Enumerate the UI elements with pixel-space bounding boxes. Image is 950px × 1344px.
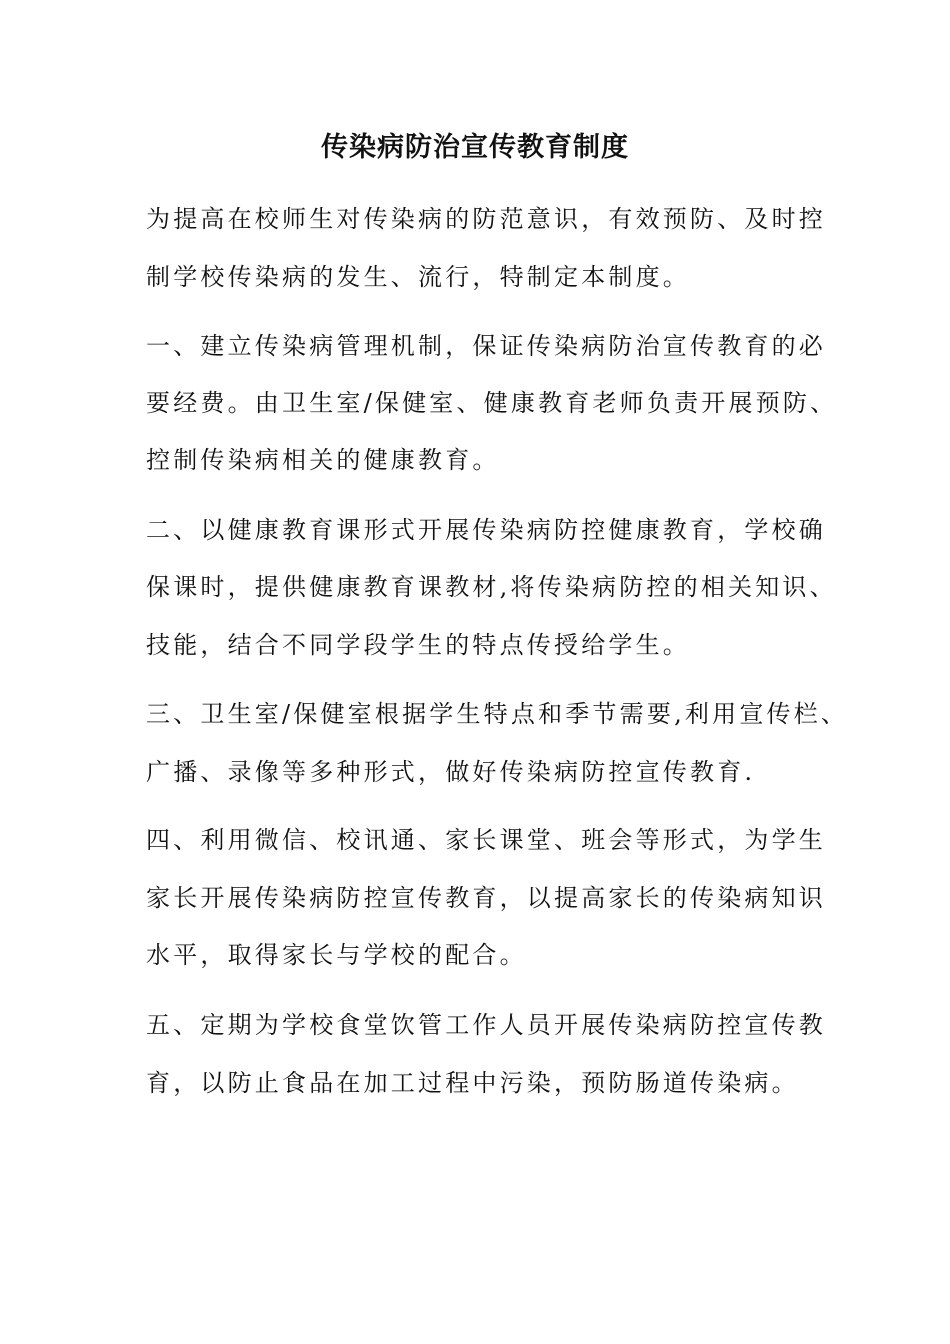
paragraph-item-5-line-2: 育，以防止食品在加工过程中污染，预防肠道传染病。: [146, 1069, 799, 1097]
paragraph-item-2-line-1: 二、以健康教育课形式开展传染病防控健康教育，学校确: [146, 516, 826, 544]
paragraph-item-1-line-2: 要经费。由卫生室/保健室、健康教育老师负责开展预防、: [146, 389, 838, 417]
paragraph-item-2-line-2: 保课时，提供健康教育课教材,将传染病防控的相关知识、: [146, 573, 837, 601]
paragraph-item-3-line-1: 三、卫生室/保健室根据学生特点和季节需要,利用宣传栏、: [146, 700, 849, 728]
paragraph-item-1-line-3: 控制传染病相关的健康教育。: [146, 446, 500, 474]
paragraph-item-5-line-1: 五、定期为学校食堂饮管工作人员开展传染病防控宣传教: [146, 1011, 826, 1039]
paragraph-item-1-line-1: 一、建立传染病管理机制，保证传染病防治宣传教育的必: [146, 332, 826, 360]
paragraph-intro-line-1: 为提高在校师生对传染病的防范意识，有效预防、及时控: [146, 205, 826, 233]
paragraph-item-4-line-1: 四、利用微信、校讯通、家长课堂、班会等形式，为学生: [146, 826, 826, 854]
paragraph-intro-line-2: 制学校传染病的发生、流行，特制定本制度。: [146, 263, 690, 291]
paragraph-item-2-line-3: 技能，结合不同学段学生的特点传授给学生。: [146, 631, 690, 659]
paragraph-item-4-line-3: 水平，取得家长与学校的配合。: [146, 941, 527, 969]
paragraph-item-4-line-2: 家长开展传染病防控宣传教育，以提高家长的传染病知识: [146, 884, 826, 912]
paragraph-item-3-line-2: 广播、录像等多种形式，做好传染病防控宣传教育.: [146, 758, 756, 786]
document-title: 传染病防治宣传教育制度: [321, 132, 629, 163]
